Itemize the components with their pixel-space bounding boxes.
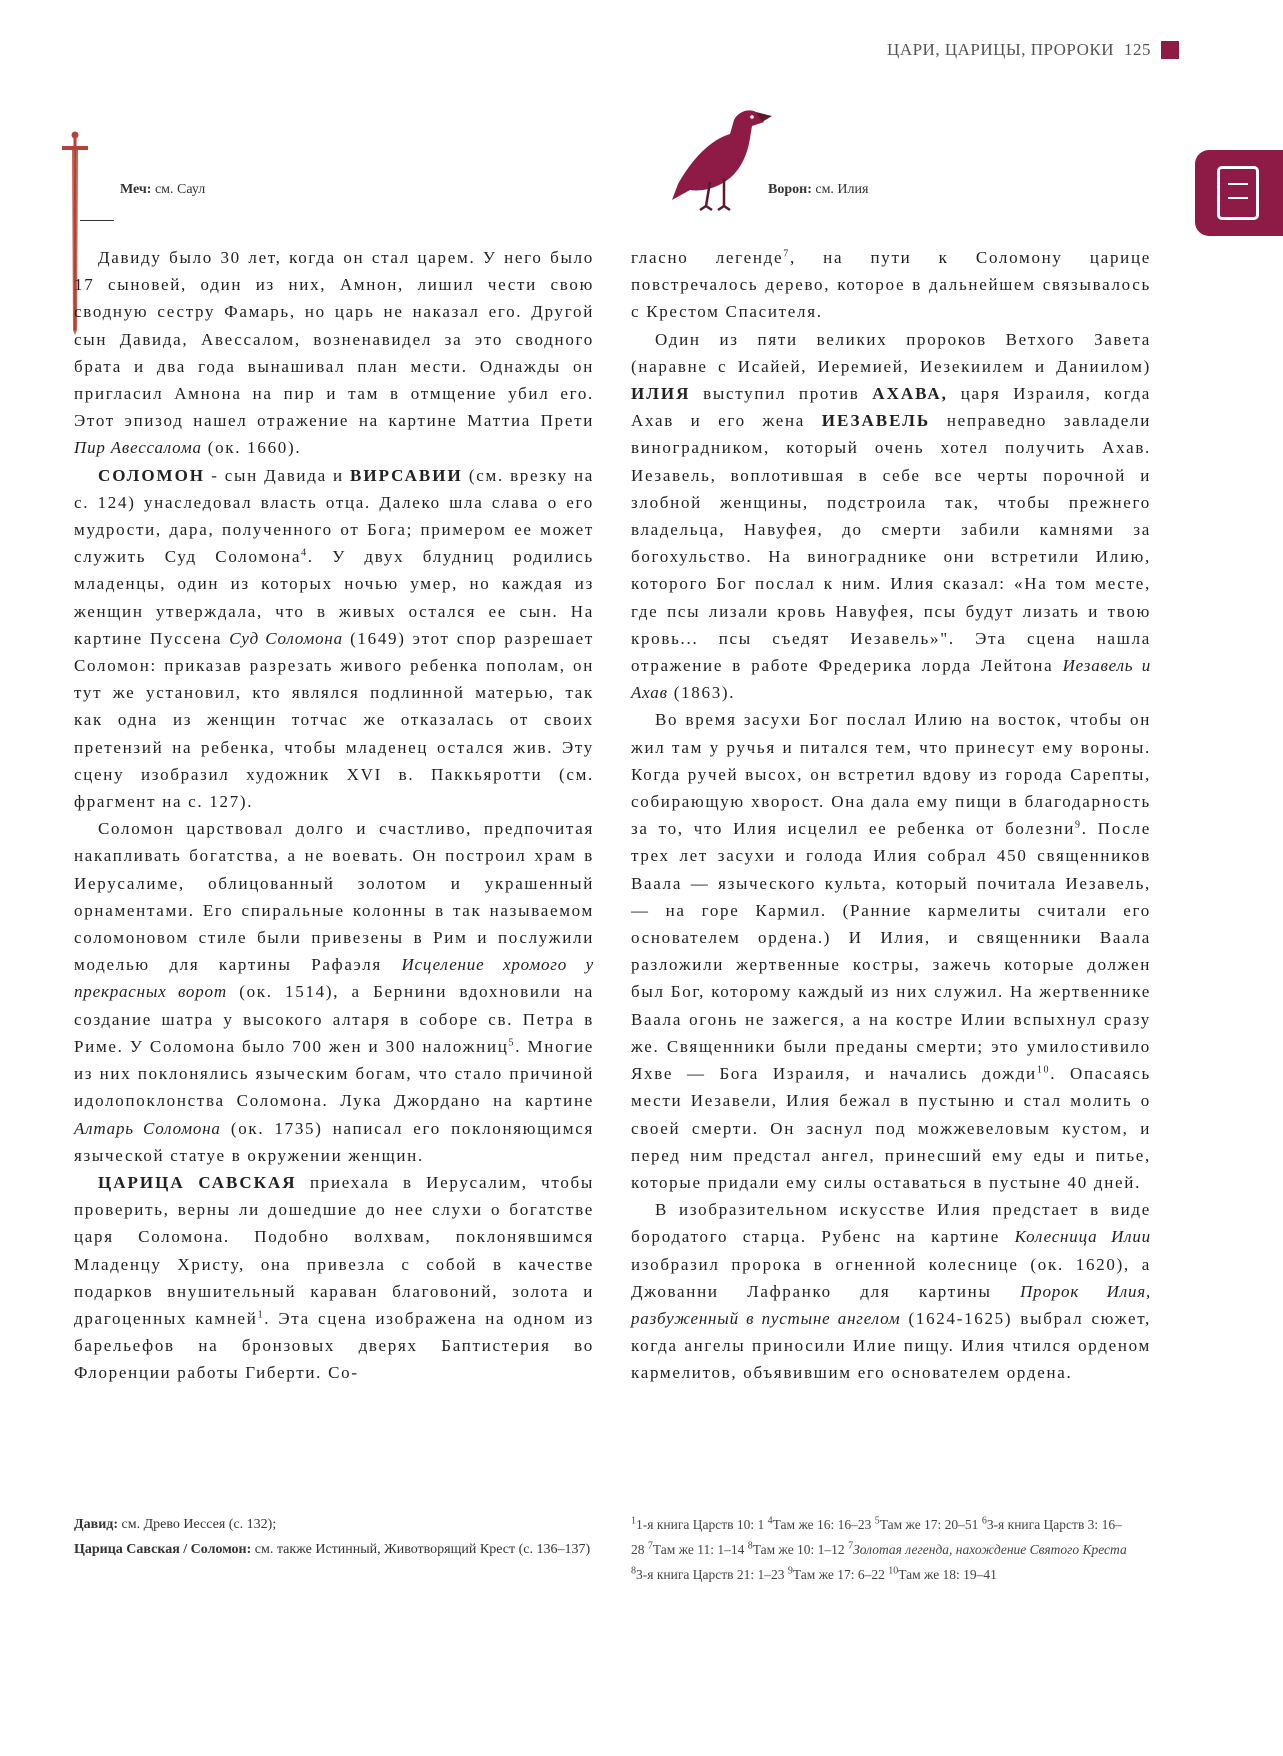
crossref-ref: см. Илия [815,182,869,197]
running-header [887,40,1179,60]
footnote: $^5$Там же 17: 20–51 [874,1515,979,1532]
name-bathsheba: ВИРСАВИИ [350,465,463,485]
footnote: $^9$Там же 17: 6–22 [787,1565,885,1582]
paragraph: Давиду было 30 лет, когда он стал царем. У него было 17 сыновей, один из них, Амнон, лишил чести свою сводную сестру Фамарь, но царь не наказал его. Другой сын Давида, Авессалом, возненавидел за это сводного брата и два года вынашивал план мести. Однажды он пригласил Амнона на пир и там в отмщение убил его. Этот эпизод нашел отражение на картине Маттиа Прети Пир Авессалома (ок. 1660). [74,248,594,458]
footnote: $^{10}$Там же 18: 19–41 [888,1565,997,1582]
footnote: $^6$3-я книга Царств 3: 16–28 [631,1515,1122,1557]
crossref-term: Ворон: [768,182,812,197]
name-solomon: СОЛОМОН [98,465,206,485]
paragraph: ЦАРИЦА САВСКАЯ приехала в Иерусалим, чтобы проверить, верны ли дошедшие до нее слухи о богатстве царя Соломона. Подобно волхвам, поклонявшимся Младенцу Христу, она привезла с собой в качестве подарков внушительный караван благовоний, золота и драгоценных камней$^1$. Эта сцена изображена на одном из барельефов на бронзовых дверях Баптистерия во Флоренции работы Гиберти. Со- [74,1172,595,1383]
name-elijah: ИЛИЯ [631,384,691,404]
paragraph: гласно легенде$^7$, на пути к Соломону царице повстречалось дерево, которое в дальнейшем связывалось с Крестом Спасителя. [631,248,1151,322]
paragraph: Во время засухи Бог послал Илию на восток, чтобы он жил там у ручья и питался тем, что принесут ему вороны. Когда ручей высох, он встретил вдову из города Сарепты, собирающую хворост. Она дала ему пищи в благодарность за то, что Илия исцелил ее ребенка от болезни$^9$. После трех лет засухи и голода Илия собрал 450 священников Ваала — языческого культа, который почитала Иезавель, — на горе Кармил. (Ранние кармелиты считали его основателем ордена.) И Илия, и священники Ваала разложили жертвенные костры, зажечь которые должен был Бог, которому каждый из них служил. На жертвеннике Ваала огонь не зажегся, а на костре Илии вспыхнул сразу же. Священники были преданы смерти; это умилостивило Яхве — Бога Израиля, и начались дожди$^{10}$. Опасаясь мести Иезавели, Илия бежал в пустыню и стал молить о своей смерти. Он заснул под можжевеловым кустом, и перед ним предстал ангел, принесший ему еды и питье, которые придали ему силы оставаться в пустыне 40 дней. [631,710,1151,1192]
name-jezebel: ИЕЗАВЕЛЬ [821,411,931,431]
crossref-ref: см. Саул [154,182,206,197]
header-title: ЦАРИ, ЦАРИЦЫ, ПРОРОКИ [887,40,1114,59]
footnote: $^8$3-я книга Царств 21: 1–23 [631,1565,785,1582]
paragraph: Один из пяти великих пророков Ветхого Завета (наравне с Исайей, Иеремией, Иезекиилем и Даниилом) ИЛИЯ выступил против АХАВА, царя Израиля, когда Ахав и его жена ИЕЗАВЕЛЬ неправедно завладели виноградником, который очень хотел получить Ахав. Иезавель, воплотившая в себе все черты порочной и злобной женщины, подстроила так, чтобы прежнего владельца, Навуфея, до смерти забили камнями за богохульство. На винограднике они встретили Илию, которого Бог послал к ним. Илия сказал: «На том месте, где псы лизали кровь Навуфея, псы будут лизать и твою кровь... псы съедят Иезавель»". Эта сцена нашла отражение в работе Фредерика лорда Лейтона Иезавель и Ахав (1863). [631,329,1151,703]
raven-icon [668,104,778,214]
footnotes [631,1512,1131,1587]
footnote: $^1$1-я книга Царств 10: 1 [631,1515,765,1532]
scroll-icon [1217,166,1259,220]
header-square-icon [1161,41,1179,59]
footer-crossrefs: Давид: см. Древо Иессея (с. 132); Царица Савская / Соломон: см. также Истинный, Животворящий Крест (с. 136–137) [74,1517,591,1557]
footnote: $^7$Там же 11: 1–14 [647,1540,745,1557]
section-tab [1195,150,1283,236]
paragraph: СОЛОМОН - сын Давида и ВИРСАВИИ (см. врезку на с. 124) унаследовал власть отца. Далеко шла слава о его мудрости, дара, полученного от Бога; примером ее может служить Суд Соломона$^4$. У двух блудниц родились младенцы, один из которых ночью умер, но каждая из женщин утверждала, что в живых остался ее сын. На картине Пуссена Суд Соломона (1649) этот спор разрешает Соломон: приказав разрезать живого ребенка пополам, он тут же установил, кто являлся подлинной матерью, так как одна из женщин тотчас же отказалась от своих претензий на ребенка, чтобы младенец остался жив. Эту сцену изобразил художник XVI в. Паккьяротти (см. фрагмент на с. 127). [74,465,595,812]
footnote: $^4$Там же 16: 16–23 [767,1515,872,1532]
right-column [631,244,1151,1387]
name-queen-of-sheba: ЦАРИЦА САВСКАЯ [98,1172,297,1192]
name-ahab: АХАВА, [872,384,948,404]
page-number: 125 [1124,40,1151,59]
crossref-term: Меч: [120,182,152,197]
footnote: $^8$Там же 10: 1–12 [747,1540,845,1557]
footnote: $^7$Золотая легенда, нахождение Святого Креста [848,1540,1127,1557]
paragraph: Соломон царствовал долго и счастливо, предпочитая накапливать богатства, а не воевать. Он построил храм в Иерусалиме, облицованный золотом и украшенный орнаментами. Его спиральные колонны в так называемом соломоновом стиле были привезены в Рим и послужили моделью для картины Рафаэля Исцеление хромого у прекрасных ворот (ок. 1514), а Бернини вдохновили на создание шатра у высокого алтаря в соборе св. Петра в Риме. У Соломона было 700 жен и 300 наложниц$^5$. Многие из них поклонялись языческим богам, что стало причиной идолопоклонства Соломона. Лука Джордано на картине Алтарь Соломона (ок. 1735) написал его поклоняющимся языческой статуе в окружении женщин. [74,819,595,1165]
rule-line [80,220,114,221]
left-column [74,244,594,1387]
crossref-sword [120,182,205,198]
paragraph: В изобразительном искусстве Илия предстает в виде бородатого старца. Рубенс на картине Колесница Илии изобразил пророка в огненной колеснице (ок. 1620), а Джованни Лафранко для картины Пророк Илия, разбуженный в пустыне ангелом (1624-1625) выбрал сюжет, когда ангелы приносили Илие пищу. Илия чтился орденом кармелитов, объявившим его основателем ордена. [631,1200,1152,1383]
crossref-raven [768,182,868,198]
